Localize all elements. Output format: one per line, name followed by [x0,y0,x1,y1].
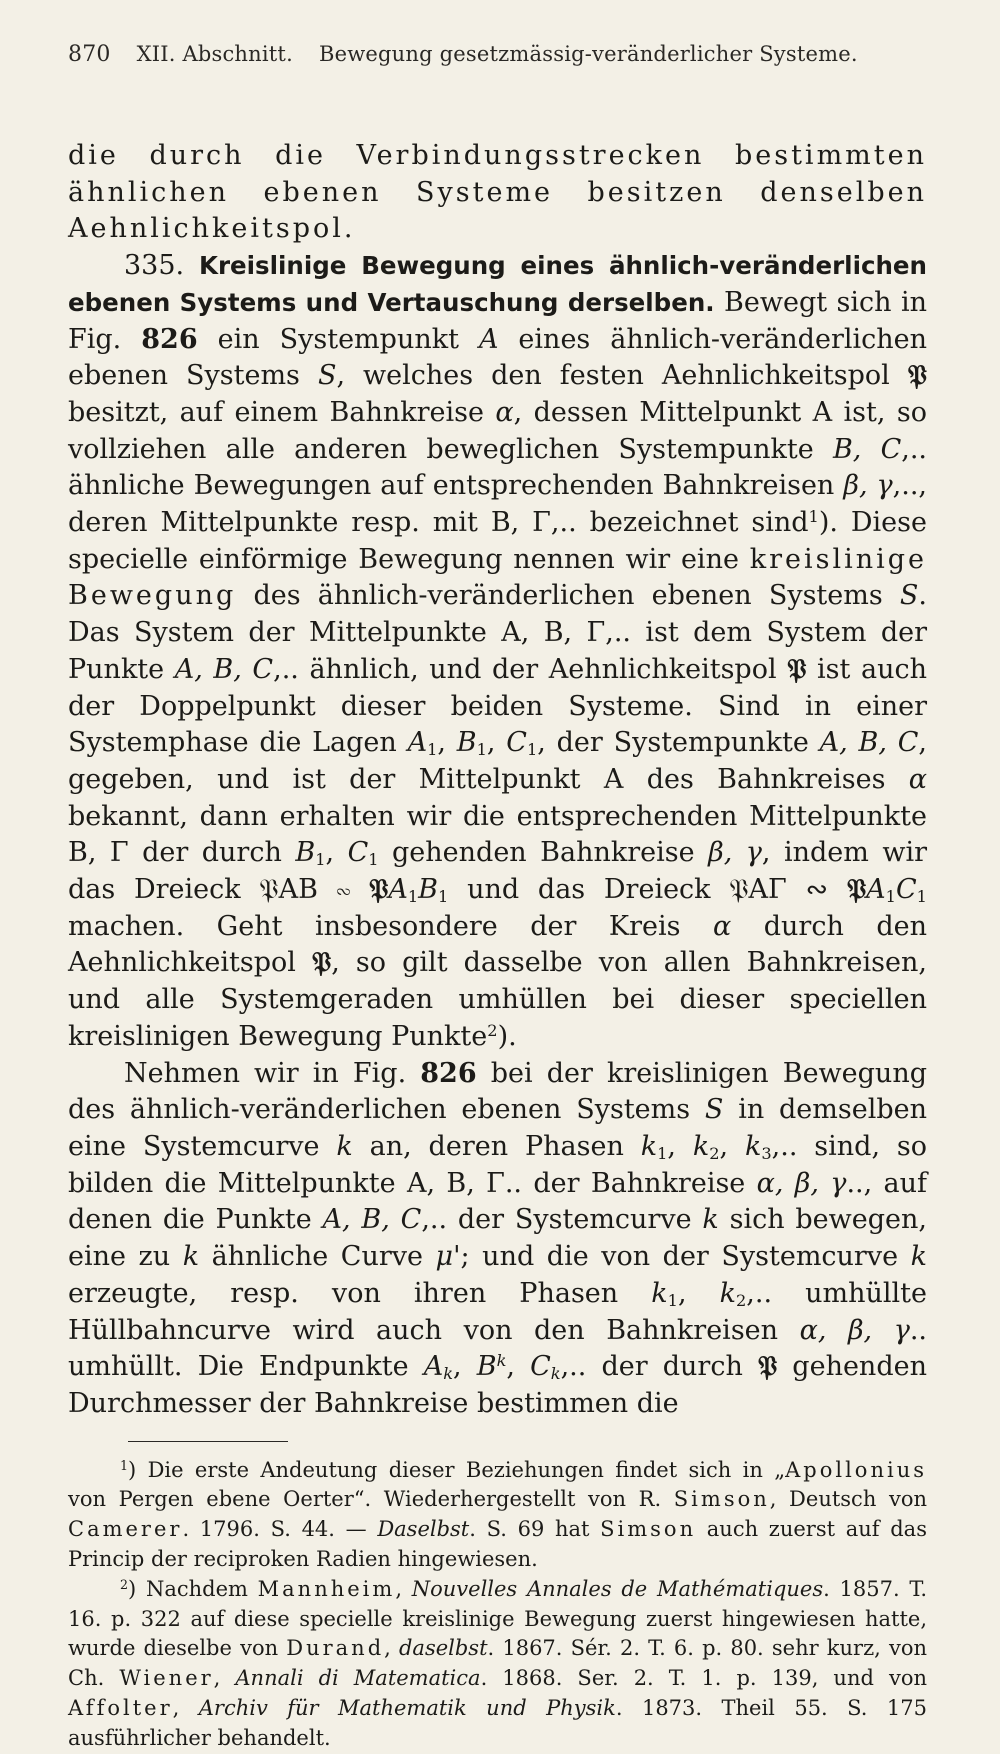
paragraph-systemcurve: Nehmen wir in Fig. 826 bei der kreislinigen Bewegung des ähnlich-veränderlichen ebenen Systems S in demselben eine Systemcurve k an, deren Phasen $k_1$, $k_2$, $k_3$,.. sind, so bilden die Mittelpunkte A, B, Γ.. der Bahnkreise α, β, γ.., auf denen die Punkte A, B, C,.. der Systemcurve k sich bewegen, eine zu k ähnliche Curve μ'; und die von der Systemcurve k erzeugte, resp. von ihren Phasen $k_1$, $k_2$,.. umhüllte Hüllbahncurve wird auch von den Bahnkreisen α, β, γ.. umhüllt. Die Endpunkte $A_k$, $B^k$, $C_k$,.. der durch 𝔓 gehenden Durchmesser der Bahnkreise bestimmen die [68,1057,927,1419]
page-number: 870 [68,42,111,67]
footnote-ref-2: 2 [487,1020,498,1040]
term-emphasis: kreislinige Bewegung [68,543,927,612]
footnote-2: $^2$) Nachdem Mannheim, Nouvelles Annales de Mathématiques. 1857. T. 16. p. 322 auf diese specielle kreislinige Bewegung zuerst hingewiesen hatte, wurde dieselbe von Durand, daselbst. 1867. Sér. 2. T. 6. p. 80. sehr kurz, von Ch. Wiener, Annali di Matematica. 1868. Ser. 2. T. 1. p. 139, und von Affolter, Archiv für Mathematik und Physik. 1873. Theil 55. S. 175 ausführlicher behandelt. [68,1576,927,1750]
paragraph-continuation: die durch die Verbindungsstrecken bestimmten ähnlichen ebenen Systeme besitzen denselben Aehnlichkeitspol. [68,140,927,245]
paragraph-335: 335. Kreislinige Bewegung eines ähnlich-veränderlichen ebenen Systems und Vertauschung derselben. Bewegt sich in Fig. 826 ein Systempunkt A eines ähnlich-veränderlichen ebenen Systems S, welches den festen Aehnlichkeitspol 𝔓 besitzt, auf einem Bahnkreise α, dessen Mittelpunkt A ist, so vollziehen alle anderen beweglichen Systempunkte B, C,.. ähnliche Bewegungen auf entsprechenden Bahnkreisen β, γ,.., deren Mittelpunkte resp. mit B, Γ,.. bezeichnet sind$^1$). Diese specielle einförmige Bewegung nennen wir eine kreislinige Bewegung des ähnlich-veränderlichen ebenen Systems S. Das System der Mittelpunkte A, B, Γ,.. ist dem System der Punkte A, B, C,.. ähnlich, und der Aehnlichkeitspol 𝔓 ist auch der Doppelpunkt dieser beiden Systeme. Sind in einer Systemphase die Lagen $A_1$, $B_1$, $C_1$, der Systempunkte A, B, C, gegeben, und ist der Mittelpunkt A des Bahnkreises α bekannt, dann erhalten wir die entsprechenden Mittelpunkte B, Γ der durch $B_1$, $C_1$ gehenden Bahnkreise β, γ, indem wir das Dreieck 𝔓AB ∾ $𝔓A_1B_1$ und das Dreieck 𝔓AΓ ∾ $𝔓A_1C_1$ machen. Geht insbesondere der Kreis α durch den Aehnlichkeitspol 𝔓, so gilt dasselbe von allen Bahnkreisen, und alle Systemgeraden umhüllen bei dieser speciellen kreislinigen Bewegung Punkte$^2$). [68,250,928,1052]
figure-ref: 826 [420,1057,477,1089]
running-title: Bewegung gesetzmässig-veränderlicher Systeme. [318,42,858,66]
footnotes [68,1456,927,1754]
figure-ref: 826 [141,323,198,355]
section-number: 335. [124,250,185,282]
footnote-divider [128,1441,288,1442]
running-head [68,42,927,86]
section-heading: Kreislinige Bewegung eines ähnlich-veränderlichen ebenen Systems und Vertauschung derselben. [68,251,927,317]
main-text [68,138,927,1423]
footnote-1: $^1$) Die erste Andeutung dieser Beziehungen findet sich in „Apollonius von Pergen ebene Oerter“. Wiederhergestellt von R. Simson, Deutsch von Camerer. 1796. S. 44. — Daselbst. S. 69 hat Simson auch zuerst auf das Princip der reciproken Radien hingewiesen. [68,1457,927,1571]
section-label: XII. Abschnitt. [136,42,293,66]
footnote-ref-1: 1 [808,507,819,527]
